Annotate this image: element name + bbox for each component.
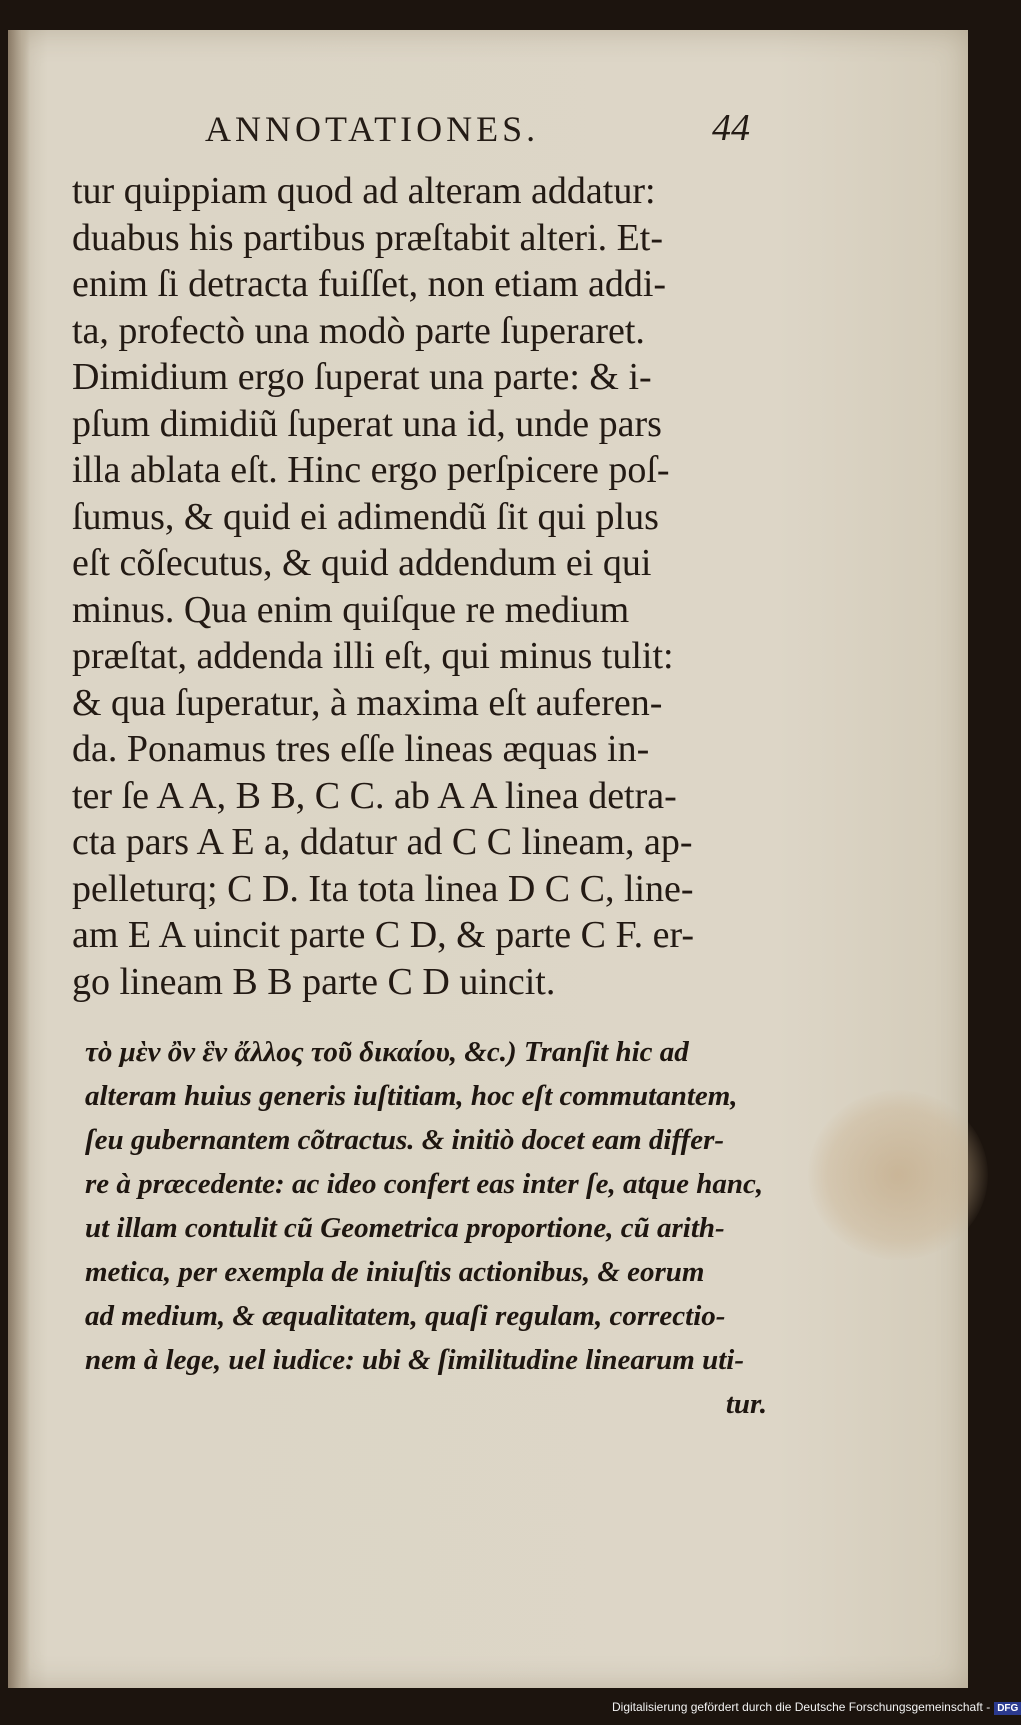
main-text-line: duabus his partibus præſtabit alteri. Et-	[72, 216, 664, 259]
main-text-line: am E A uincit parte C D, & parte C F. er-	[72, 914, 695, 956]
credit-text: Digitalisierung gefördert durch die Deutsche Forschungsgemeinschaft -	[612, 1700, 991, 1714]
commentary-line: ad medium, & æqualitatem, quaſi regulam, correctio-	[85, 1300, 726, 1332]
page-number: 44	[712, 107, 750, 149]
main-text-line: ter ſe A A, B B, C C. ab A A linea detra-	[72, 774, 677, 817]
main-text-line: & qua ſuperatur, à maxima eſt auferen-	[72, 681, 663, 724]
commentary-line: ut illam contulit cũ Geometrica proportione, cũ arith-	[85, 1212, 725, 1244]
digitization-credit	[612, 1700, 1021, 1715]
main-text-block	[72, 168, 772, 1005]
main-text-line: pſum dimidiũ ſuperat una id, unde pars	[72, 402, 662, 445]
main-text-line: cta pars A E a, ddatur ad C C lineam, ap-	[72, 821, 693, 863]
main-text-line: pelleturq; C D. Ita tota linea D C C, line-	[72, 867, 694, 910]
water-stain	[808, 1090, 988, 1260]
commentary-line: metica, per exempla de iniuſtis actionibus, & eorum	[85, 1256, 705, 1288]
main-text-line: Dimidium ergo ſuperat una parte: & i-	[72, 356, 652, 398]
main-text-line: minus. Qua enim quiſque re medium	[72, 588, 630, 631]
main-text-line: eſt cõſecutus, & quid addendum ei qui	[72, 542, 652, 584]
main-text-line: go lineam B B parte C D uincit.	[72, 960, 556, 1003]
main-text-line: ta, profectò una modò parte ſuperaret.	[72, 309, 645, 352]
main-text-line: ſumus, & quid ei adimendũ ſit qui plus	[72, 495, 659, 538]
dfg-logo: DFG	[994, 1702, 1021, 1715]
main-text-line: tur quippiam quod ad alteram addatur:	[72, 170, 656, 212]
commentary-line: tur.	[725, 1388, 767, 1420]
main-text-line: præſtat, addenda illi eſt, qui minus tulit:	[72, 635, 674, 677]
commentary-line: ſeu gubernantem cõtractus. & initiò docet eam differ-	[85, 1124, 725, 1156]
commentary-line: τὸ μὲν ὂν ἓν ἄλλος τοῦ δικαίου, &c.) Tranſit hic ad	[85, 1036, 689, 1068]
commentary-line: alteram huius generis iuſtitiam, hoc eſt commutantem,	[85, 1080, 738, 1112]
page-gutter	[8, 30, 30, 1688]
main-text-line: da. Ponamus tres eſſe lineas æquas in-	[72, 728, 650, 770]
commentary-block	[85, 1030, 775, 1426]
main-text-line: illa ablata eſt. Hinc ergo perſpicere poſ-	[72, 449, 670, 491]
commentary-line: re à præcedente: ac ideo confert eas inter ſe, atque hanc,	[85, 1168, 764, 1200]
commentary-line: nem à lege, uel iudice: ubi & ſimilitudine linearum uti-	[85, 1344, 744, 1376]
running-head: ANNOTATIONES.	[205, 109, 540, 149]
main-text-line: enim ſi detracta fuiſſet, non etiam addi-	[72, 263, 667, 305]
